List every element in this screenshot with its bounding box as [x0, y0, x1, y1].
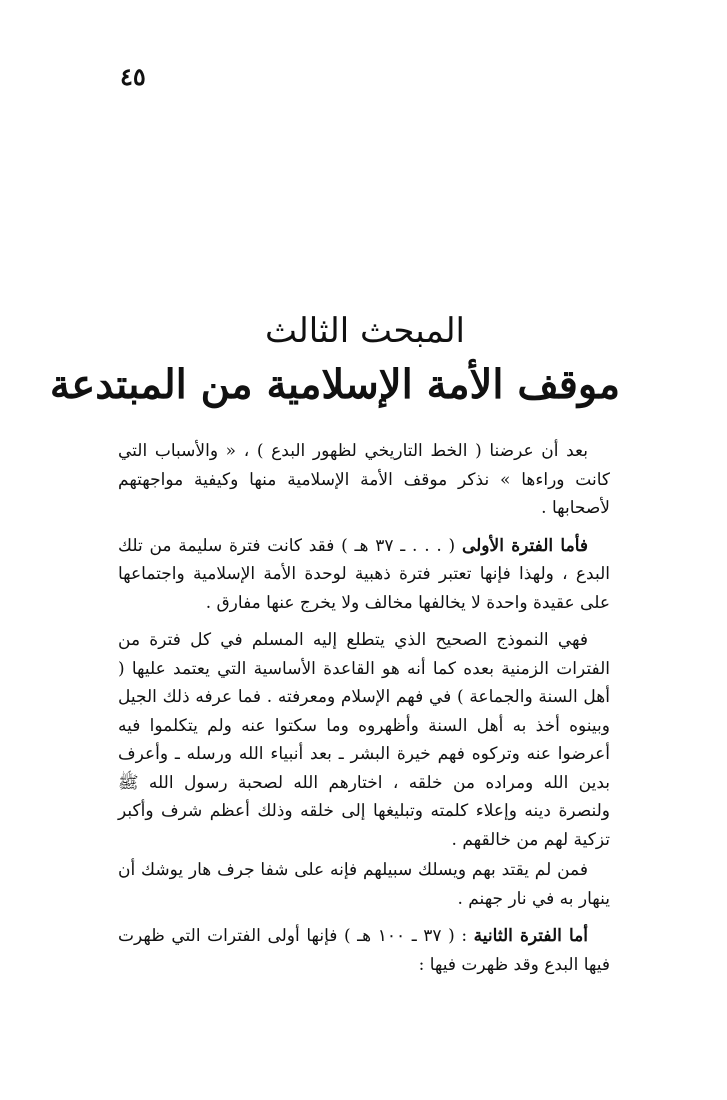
paragraph [118, 856, 610, 913]
paragraph [118, 922, 610, 979]
paragraph-text: بعد أن عرضنا ( الخط التاريخي لظهور البدع ) ، « والأسباب التي كانت وراءها » نذكر موقف الأمة الإسلامية منها وكيفية مواجهتهم لأصحابها . [118, 441, 610, 518]
paragraph [118, 532, 610, 618]
paragraph-lead: فأما الفترة الأولى [461, 535, 588, 556]
paragraph-text: فهي النموذج الصحيح الذي يتطلع إليه المسلم في كل فترة من الفترات الزمنية بعده كما أنه هو القاعدة الأساسية التي يعتمد عليها ( أهل السنة والجماعة ) في فهم الإسلام ومعرفته . فما عرفه ذلك الجيل وبينوه أخذ به أهل السنة وأظهروه وما سكتوا عنه ولم يتكلموا فيه أعرضوا عنه وتركوه فهم خيرة البشر ـ بعد أنبياء الله ورسله ـ وأعرف بدين الله ومراده من خلقه ، اختارهم الله لصحبة رسول الله ﷺ ولنصرة دينه وإعلاء كلمته وتبليغها إلى خلقه وذلك أعظم شرف وأكبر تزكية لهم من خالقهم . [118, 630, 611, 850]
section-title: المبحث الثالث [264, 311, 466, 351]
section-subtitle: موقف الأمة الإسلامية من المبتدعة [49, 361, 620, 408]
paragraph [118, 626, 610, 854]
chapter-heading [49, 308, 620, 412]
body-text [118, 437, 610, 979]
paragraph [118, 437, 610, 523]
paragraph-text: ( . . . ـ ٣٧ هـ ) فقد كانت فترة سليمة من تلك البدع ، ولهذا فإنها تعتبر فترة ذهبية لوحدة الأمة الإسلامية واجتماعها على عقيدة واحدة لا يخالفها مخالف ولا يخرج عنها مفارق . [118, 535, 610, 613]
paragraph-lead: أما الفترة الثانية [473, 926, 588, 946]
paragraph-text: : ( ٣٧ ـ ١٠٠ هـ ) فإنها أولى الفترات التي ظهرت فيها البدع وقد ظهرت فيها : [118, 926, 610, 975]
paragraph-text: فمن لم يقتد بهم ويسلك سبيلهم فإنه على شفا جرف هار يوشك أن ينهار به في نار جهنم . [118, 860, 610, 909]
page-number: ٤٥ [120, 62, 146, 91]
